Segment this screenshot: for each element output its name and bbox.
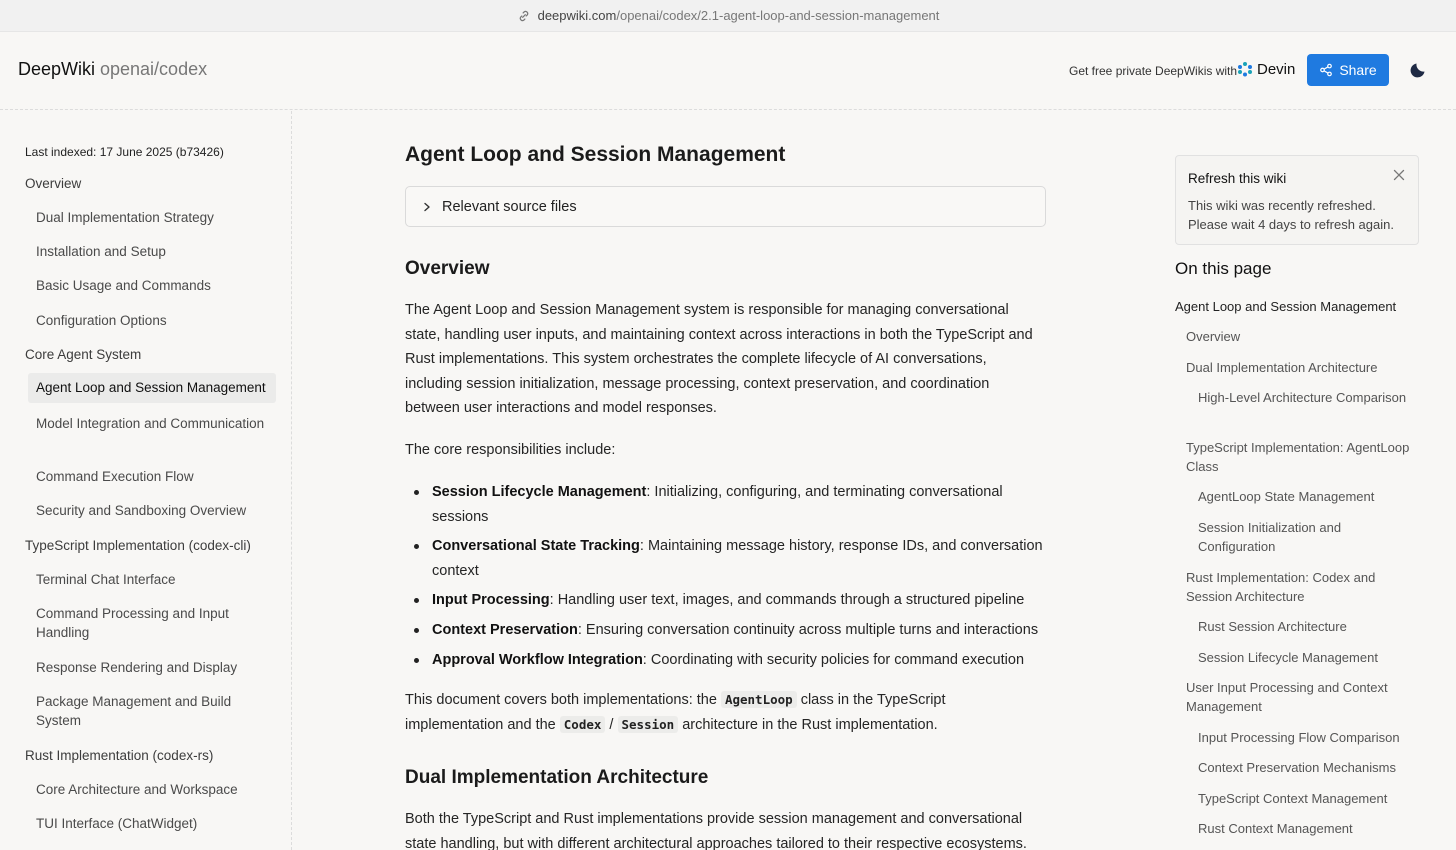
list-item-desc: : Handling user text, images, and commands through a structured pipeline <box>549 592 1025 609</box>
sidebar-item-tui-interface[interactable]: TUI Interface (ChatWidget) <box>36 816 198 831</box>
list-item-desc: : Initializing, configuring, and terminating conversational sessions <box>432 484 1003 525</box>
dark-mode-toggle-icon[interactable] <box>1409 59 1429 79</box>
list-item-desc: : Maintaining message history, response IDs, and conversation context <box>432 538 1043 579</box>
promo-text: Get free private DeepWikis with <box>1069 64 1238 78</box>
share-button[interactable] <box>1307 54 1389 86</box>
list-item-term: Session Lifecycle Management <box>432 484 647 500</box>
toc-item[interactable]: Overview <box>1186 329 1241 344</box>
share-icon <box>1319 63 1333 77</box>
toc-title: On this page <box>1175 259 1272 278</box>
covers-text-1: This document covers both implementations: the <box>405 692 721 708</box>
code-codex: Codex <box>560 716 606 733</box>
url-domain: deepwiki.com <box>537 8 617 23</box>
sidebar-item-core-agent-system[interactable]: Core Agent System <box>25 347 142 362</box>
list-item <box>405 534 1055 583</box>
sidebar-item-dual-implementation-strategy[interactable]: Dual Implementation Strategy <box>36 210 214 225</box>
sidebar-item-rust-implementation[interactable]: Rust Implementation (codex-rs) <box>25 748 214 763</box>
refresh-message: This wiki was recently refreshed. Please wait 4 days to refresh again. <box>1188 198 1394 232</box>
sidebar-item-agent-loop-active[interactable]: Agent Loop and Session Management <box>28 373 276 403</box>
covers-paragraph <box>405 688 1047 737</box>
list-item-term: Conversational State Tracking <box>432 538 640 555</box>
share-label: Share <box>1339 62 1377 78</box>
list-item-desc: : Ensuring conversation continuity across multiple turns and interactions <box>577 621 1039 638</box>
devin-logo-icon <box>1237 61 1253 77</box>
toc-item[interactable]: Rust Context Management <box>1198 821 1353 836</box>
section-heading-overview: Overview <box>405 258 490 279</box>
brand-logo[interactable]: DeepWiki <box>18 59 96 79</box>
covers-text-3: architecture in the Rust implementation. <box>678 716 938 733</box>
list-item <box>405 648 1055 673</box>
sidebar-item-terminal-chat-interface[interactable]: Terminal Chat Interface <box>36 572 176 587</box>
url-bar[interactable] <box>0 0 1456 32</box>
code-agentloop: AgentLoop <box>721 691 797 708</box>
refresh-wiki-card <box>1175 155 1419 245</box>
toc-item[interactable]: Rust Session Architecture <box>1198 619 1347 634</box>
sidebar-item-basic-usage[interactable]: Basic Usage and Commands <box>36 278 211 293</box>
sidebar-item-package-management[interactable]: Package Management and Build System <box>36 694 232 728</box>
responsibilities-list <box>405 480 1055 677</box>
overview-paragraph: The Agent Loop and Session Management system is responsible for managing conversational state, handling user inputs, and maintaining context across interactions in both the TypeScript and Rust implementations. This system orchestrates the complete lifecycle of AI conversations, including session initialization, message processing, context preservation, and coordination between user interactions and model responses. <box>405 302 1033 417</box>
toc-item[interactable]: User Input Processing and Context Management <box>1186 680 1388 714</box>
list-item-term: Context Preservation <box>432 621 578 638</box>
sidebar-item-configuration-options[interactable]: Configuration Options <box>36 313 167 328</box>
last-indexed: Last indexed: 17 June 2025 (b73426) <box>25 145 224 159</box>
toc-item[interactable]: Dual Implementation Architecture <box>1186 360 1378 375</box>
covers-text-2: class in the TypeScript implementation and the <box>405 692 946 733</box>
url-path: /openai/codex/2.1-agent-loop-and-session-management <box>616 8 940 23</box>
sidebar-item-typescript-implementation[interactable]: TypeScript Implementation (codex-cli) <box>25 538 251 553</box>
sidebar-item-core-architecture[interactable]: Core Architecture and Workspace <box>36 782 238 797</box>
sidebar-item-model-integration[interactable]: Model Integration and Communication <box>36 416 265 431</box>
list-item-term: Approval Workflow Integration <box>432 651 643 668</box>
page-title: Agent Loop and Session Management <box>405 143 786 166</box>
core-responsibilities-intro: The core responsibilities include: <box>405 442 616 458</box>
close-icon[interactable] <box>1393 169 1405 181</box>
link-icon <box>517 9 531 23</box>
covers-separator: / <box>605 716 618 733</box>
dual-implementation-paragraph: Both the TypeScript and Rust implementations provide session management and conversational state handling, but with different architectural approaches tailored to their respective ecosystems. <box>405 811 1027 850</box>
code-session: Session <box>618 716 679 733</box>
section-heading-dual-implementation: Dual Implementation Architecture <box>405 767 709 788</box>
toc-item[interactable]: TypeScript Implementation: AgentLoop Class <box>1186 440 1410 474</box>
toc-item[interactable]: Session Lifecycle Management <box>1198 650 1378 665</box>
relevant-source-files-toggle[interactable] <box>405 186 1046 227</box>
chevron-right-icon <box>422 202 432 212</box>
toc-item[interactable]: Agent Loop and Session Management <box>1175 299 1397 314</box>
toc-item[interactable]: Session Initialization and Configuration <box>1198 520 1342 554</box>
list-item <box>405 588 1055 613</box>
sidebar-item-command-processing[interactable]: Command Processing and Input Handling <box>36 606 229 640</box>
repo-name[interactable]: openai/codex <box>100 59 208 79</box>
list-item <box>405 480 1055 529</box>
list-item <box>405 618 1055 643</box>
toc-item[interactable]: High-Level Architecture Comparison <box>1198 390 1407 405</box>
devin-link[interactable]: Devin <box>1257 61 1296 78</box>
sidebar-item-installation-and-setup[interactable]: Installation and Setup <box>36 244 166 259</box>
sidebar-item-security-sandboxing[interactable]: Security and Sandboxing Overview <box>36 503 247 518</box>
toc-item[interactable]: TypeScript Context Management <box>1198 791 1388 806</box>
list-item-term: Input Processing <box>432 592 550 609</box>
toc-item[interactable]: Rust Implementation: Codex and Session Architecture <box>1186 570 1376 604</box>
list-item-desc: : Coordinating with security policies for command execution <box>642 651 1025 668</box>
sidebar-item-overview[interactable]: Overview <box>25 176 82 191</box>
toc-item[interactable]: Context Preservation Mechanisms <box>1198 760 1396 775</box>
relevant-source-files-label: Relevant source files <box>442 198 577 215</box>
sidebar-item-response-rendering[interactable]: Response Rendering and Display <box>36 660 238 675</box>
refresh-title: Refresh this wiki <box>1188 171 1287 186</box>
toc-item[interactable]: AgentLoop State Management <box>1198 489 1375 504</box>
header <box>0 32 1456 110</box>
sidebar-item-command-execution-flow[interactable]: Command Execution Flow <box>36 469 194 484</box>
sidebar-nav <box>0 111 292 850</box>
toc-item[interactable]: Input Processing Flow Comparison <box>1198 730 1400 745</box>
